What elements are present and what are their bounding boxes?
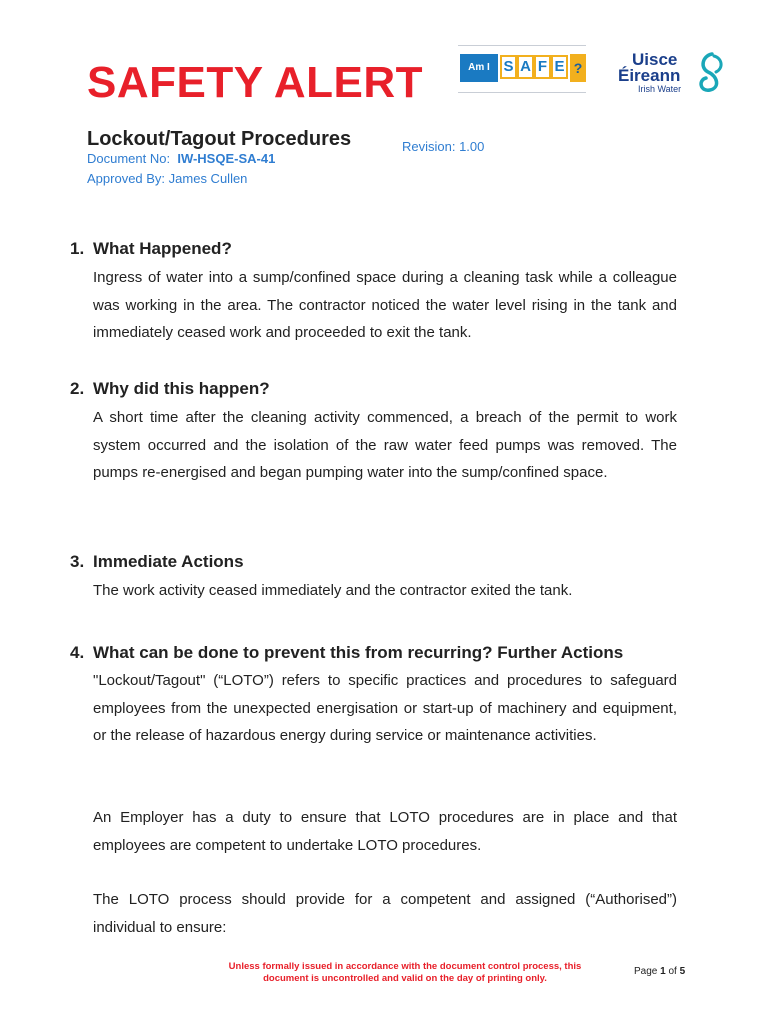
safe-letter-s: S	[500, 55, 517, 79]
uncontrolled-document-note	[200, 961, 610, 985]
section-heading-further-actions	[70, 643, 623, 663]
document-title: Lockout/Tagout Procedures	[87, 128, 352, 150]
page-of: of	[665, 966, 680, 977]
section-number: 4.	[70, 643, 85, 662]
section-number: 1.	[70, 239, 85, 258]
revision-label: Revision: 1.00	[402, 139, 485, 154]
document-number-label: Document No:	[87, 151, 171, 166]
safe-letter-f: F	[534, 55, 551, 79]
logo-line-uisce: Uisce	[632, 50, 678, 69]
question-mark-label: ?	[570, 54, 586, 82]
section-paragraph: The work activity ceased immediately and the contractor exited the tank.	[93, 582, 573, 599]
document-number	[87, 151, 275, 166]
logo-line-irish-water: Irish Water	[638, 84, 682, 94]
page-current: 1	[660, 966, 666, 977]
section-paragraph: A short time after the cleaning activity commenced, a breach of the permit to work system occurred and the isolation of the raw water feed pumps was removed. The pumps re-energised and began pumping water into the sump/confined space.	[93, 409, 677, 481]
section-heading-why-did-this-happen	[70, 379, 270, 399]
section-title: Why did this happen?	[93, 379, 270, 398]
am-i-label: Am I	[460, 54, 498, 82]
section-paragraph: Ingress of water into a sump/confined space during a cleaning task while a colleague was working in the area. The contractor noticed the water level rising in the tank and immediately ceased work and proceeded to exit the tank.	[93, 269, 677, 341]
uisce-eireann-logo	[618, 50, 730, 96]
section-title: What Happened?	[93, 239, 232, 258]
section-paragraph: "Lockout/Tagout" (“LOTO”) refers to specific practices and procedures to safeguard employees from the unexpected energisation or start-up of machinery and equipment, or the release of hazardous energy during service or maintenance activities.	[93, 672, 677, 744]
safe-letter-e: E	[551, 55, 568, 79]
logo-line-eireann: Éireann	[618, 66, 681, 85]
document-number-value: IW-HSQE-SA-41	[177, 151, 276, 166]
page-total: 5	[679, 966, 686, 977]
section-title: What can be done to prevent this from recurring? Further Actions	[93, 643, 624, 662]
section-title: Immediate Actions	[93, 552, 244, 571]
section-paragraph: The LOTO process should provide for a competent and assigned (“Authorised”) individual to ensure:	[93, 891, 677, 936]
section-number: 3.	[70, 552, 85, 571]
page-prefix: Page	[634, 966, 661, 977]
footer-note-line-2: document is uncontrolled and valid on the day of printing only.	[263, 973, 547, 984]
section-paragraph: An Employer has a duty to ensure that LOTO procedures are in place and that employees are competent to undertake LOTO procedures.	[93, 809, 677, 854]
section-heading-what-happened	[70, 239, 232, 259]
safe-letter-a: A	[517, 55, 534, 79]
section-heading-immediate-actions	[70, 552, 244, 572]
am-i-safe-logo	[458, 45, 586, 93]
page-number	[634, 966, 685, 977]
safety-alert-title: SAFETY ALERT	[87, 58, 424, 107]
approved-by: Approved By: James Cullen	[87, 171, 248, 186]
footer-note-line-1: Unless formally issued in accordance with the document control process, this	[228, 961, 582, 972]
water-swirl-icon	[692, 50, 728, 94]
section-number: 2.	[70, 379, 85, 398]
